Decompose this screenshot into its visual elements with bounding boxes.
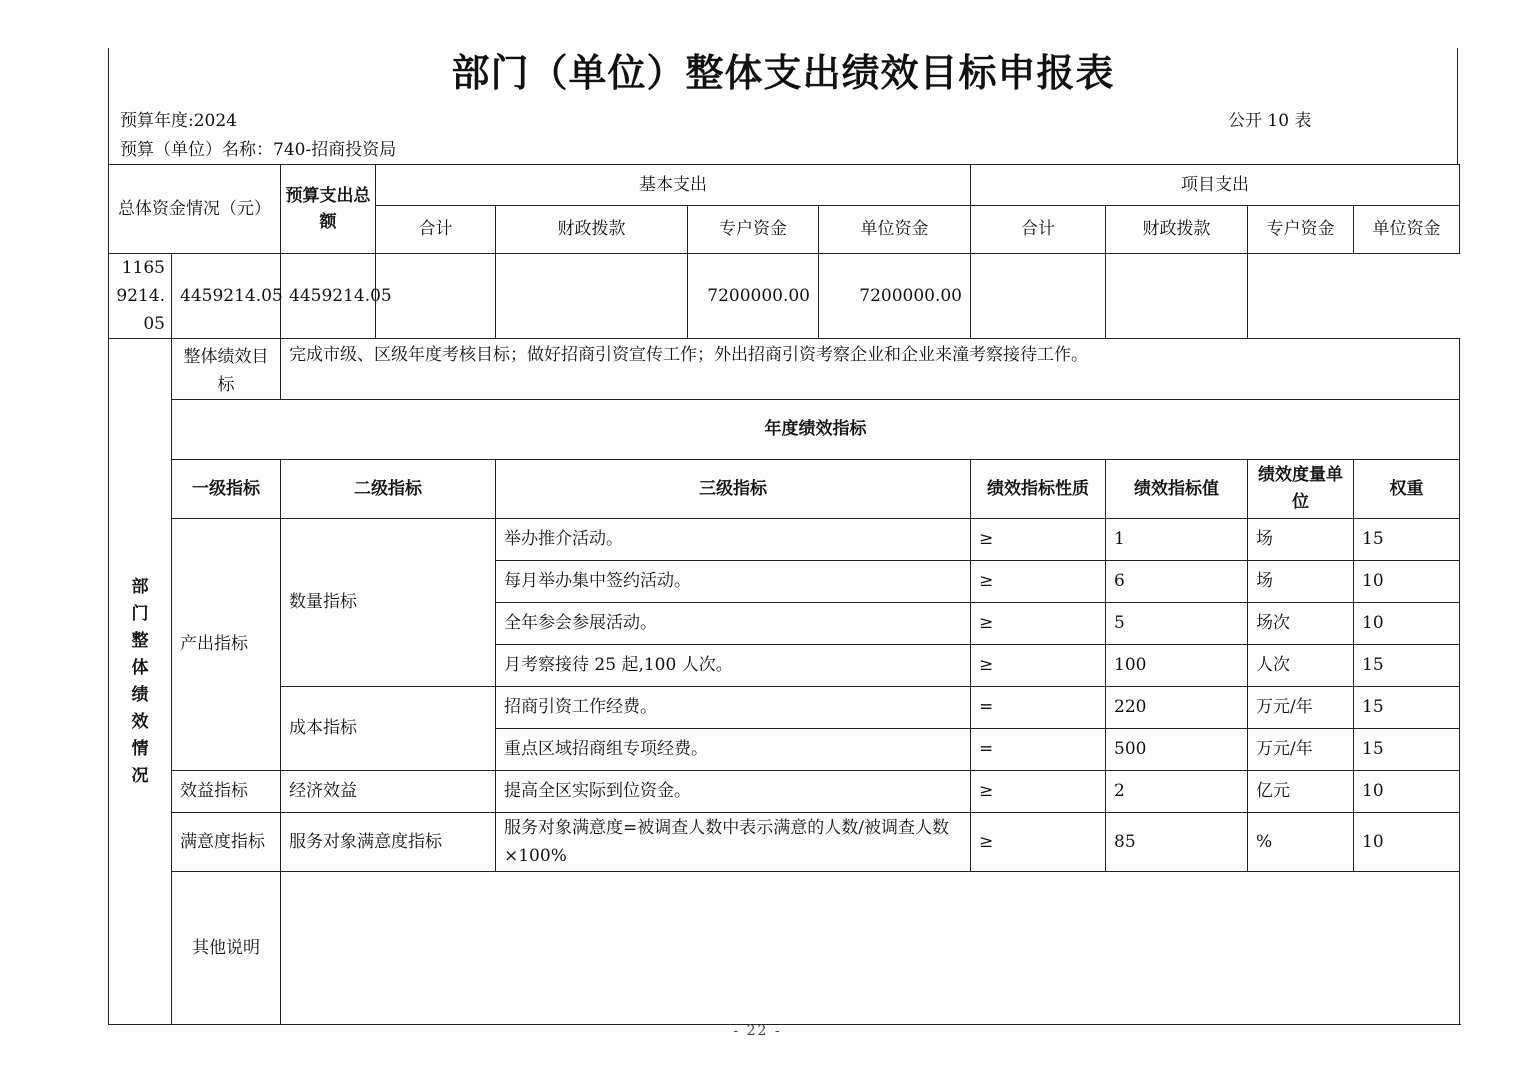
benefit-indicator-label: 效益指标 [172,771,281,813]
indicator-unit: 场次 [1248,603,1354,645]
indicator-nature: ≥ [971,519,1106,561]
project-unit-value [1106,254,1248,339]
other-notes-text [281,872,1460,1025]
annual-indicators-title: 年度绩效指标 [172,400,1460,460]
cost-indicator-label: 成本指标 [281,687,496,771]
satisfaction-indicator-label: 满意度指标 [172,813,281,872]
indicator-weight: 10 [1354,813,1460,872]
indicator-l3: 招商引资工作经费。 [496,687,971,729]
project-fiscal-header: 财政拨款 [1106,206,1248,254]
indicator-l3: 提高全区实际到位资金。 [496,771,971,813]
indicator-value: 5 [1106,603,1248,645]
indicator-unit: 亿元 [1248,771,1354,813]
basic-unit-header: 单位资金 [819,206,971,254]
project-expense-header: 项目支出 [971,165,1460,206]
project-total-header: 合计 [971,206,1106,254]
page-number: - 22 - [733,1023,782,1039]
budget-total-header: 预算支出总额 [281,165,376,254]
indicator-value: 100 [1106,645,1248,687]
value-header: 绩效指标值 [1106,460,1248,519]
indicator-value: 220 [1106,687,1248,729]
indicator-value: 2 [1106,771,1248,813]
indicator-weight: 10 [1354,561,1460,603]
indicator-weight: 15 [1354,645,1460,687]
indicator-l3: 服务对象满意度=被调查人数中表示满意的人数/被调查人数×100% [496,813,971,872]
project-fiscal-value: 7200000.00 [819,254,971,339]
basic-total-header: 合计 [376,206,496,254]
indicator-nature: ≥ [971,771,1106,813]
basic-total-value: 4459214.05 [172,254,281,339]
basic-special-header: 专户资金 [688,206,819,254]
indicator-unit: 人次 [1248,645,1354,687]
indicator-unit: % [1248,813,1354,872]
basic-expense-header: 基本支出 [376,165,971,206]
indicator-weight: 15 [1354,729,1460,771]
indicator-weight: 15 [1354,687,1460,729]
indicator-weight: 10 [1354,603,1460,645]
budget-total-value: 11659214.05 [109,254,172,339]
indicator-l3: 重点区域招商组专项经费。 [496,729,971,771]
indicator-nature: ≥ [971,603,1106,645]
level3-header: 三级指标 [496,460,971,519]
output-indicator-label: 产出指标 [172,519,281,771]
indicator-weight: 15 [1354,519,1460,561]
indicator-value: 85 [1106,813,1248,872]
indicator-unit: 场 [1248,519,1354,561]
public-table-number: 公开 10 表 [1228,111,1312,131]
level2-header: 二级指标 [281,460,496,519]
nature-header: 绩效指标性质 [971,460,1106,519]
section-label-text: 部 门 整 体 绩 效 情 况 [131,576,149,786]
indicator-unit: 万元/年 [1248,729,1354,771]
project-total-value: 7200000.00 [688,254,819,339]
indicator-value: 500 [1106,729,1248,771]
basic-unit-value [496,254,688,339]
unit-header: 绩效度量单位 [1248,460,1354,519]
indicator-nature: ≥ [971,813,1106,872]
quantity-indicator-label: 数量指标 [281,519,496,687]
section-label [109,339,172,1025]
indicator-nature: ≥ [971,561,1106,603]
indicator-nature: ≥ [971,645,1106,687]
project-special-header: 专户资金 [1248,206,1354,254]
indicator-unit: 万元/年 [1248,687,1354,729]
project-unit-header: 单位资金 [1354,206,1460,254]
page-title: 部门（单位）整体支出绩效目标申报表 [451,51,1115,95]
overall-goal-text: 完成市级、区级年度考核目标；做好招商引资宣传工作；外出招商引资考察企业和企业来潼考察接待工作。 [281,339,1460,400]
basic-fiscal-header: 财政拨款 [496,206,688,254]
level1-header: 一级指标 [172,460,281,519]
other-notes-label: 其他说明 [172,872,281,1025]
performance-table [108,164,1460,1025]
indicator-value: 1 [1106,519,1248,561]
indicator-value: 6 [1106,561,1248,603]
project-special-value [971,254,1106,339]
indicator-weight: 10 [1354,771,1460,813]
indicator-l3: 举办推介活动。 [496,519,971,561]
weight-header: 权重 [1354,460,1460,519]
funding-row-label: 总体资金情况（元） [109,165,281,254]
overall-goal-label: 整体绩效目标 [172,339,281,400]
unit-name: 预算（单位）名称：740-招商投资局 [120,140,397,160]
economic-benefit-label: 经济效益 [281,771,496,813]
basic-fiscal-value: 4459214.05 [281,254,376,339]
indicator-l3: 全年参会参展活动。 [496,603,971,645]
indicator-l3: 月考察接待 25 起,100 人次。 [496,645,971,687]
budget-year: 预算年度:2024 [120,111,237,131]
indicator-nature: = [971,729,1106,771]
indicator-l3: 每月举办集中签约活动。 [496,561,971,603]
indicator-unit: 场 [1248,561,1354,603]
service-satisfaction-label: 服务对象满意度指标 [281,813,496,872]
indicator-nature: = [971,687,1106,729]
basic-special-value [376,254,496,339]
